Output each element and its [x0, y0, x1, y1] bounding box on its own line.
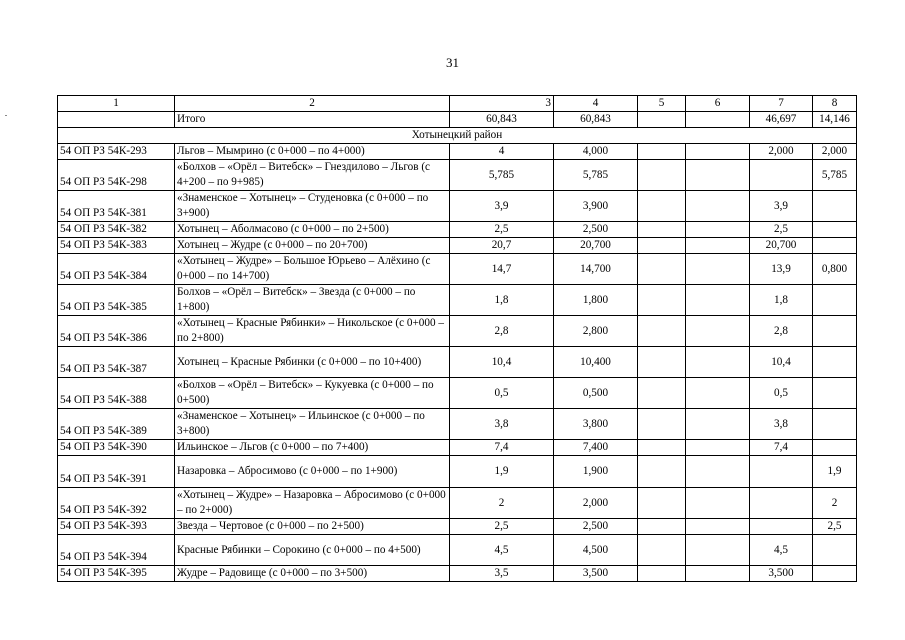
col6-value: [686, 535, 750, 566]
col8-value: 1,9: [813, 456, 857, 488]
col6-value: [686, 285, 750, 316]
roads-table: [57, 95, 857, 582]
table-row: [58, 238, 857, 254]
col3-value: 5,785: [450, 160, 554, 191]
col7-value: 20,700: [750, 238, 813, 254]
road-code: 54 ОП РЗ 54К-385: [58, 285, 175, 316]
table-row: [58, 191, 857, 222]
table-row: [58, 285, 857, 316]
col5-value: [638, 285, 686, 316]
col6-value: [686, 144, 750, 160]
road-code: 54 ОП РЗ 54К-390: [58, 440, 175, 456]
col4-value: 10,400: [554, 347, 638, 378]
table-row: [58, 566, 857, 582]
section-title: Хотынецкий район: [58, 128, 857, 144]
col8-value: [813, 347, 857, 378]
col8-value: 5,785: [813, 160, 857, 191]
scan-mark: [5, 115, 7, 116]
col7-value: 3,9: [750, 191, 813, 222]
col7-value: 2,5: [750, 222, 813, 238]
column-header: 5: [638, 96, 686, 112]
table-row: [58, 144, 857, 160]
col3-value: 20,7: [450, 238, 554, 254]
col4-value: 20,700: [554, 238, 638, 254]
col8-value: [813, 566, 857, 582]
col4-value: 1,800: [554, 285, 638, 316]
col6-value: [686, 488, 750, 519]
col5-value: [638, 456, 686, 488]
road-code: 54 ОП РЗ 54К-386: [58, 316, 175, 347]
road-name: «Хотынец – Жудре» – Назаровка – Абросимово (с 0+000 – по 2+000): [175, 488, 450, 519]
col5-value: [638, 222, 686, 238]
col6-value: [686, 238, 750, 254]
col5-value: [638, 488, 686, 519]
total-label: Итого: [175, 112, 450, 128]
total-col5: [638, 112, 686, 128]
road-code: 54 ОП РЗ 54К-392: [58, 488, 175, 519]
page-number: 31: [446, 55, 459, 70]
col8-value: [813, 238, 857, 254]
table-row: [58, 440, 857, 456]
road-code: 54 ОП РЗ 54К-383: [58, 238, 175, 254]
col7-value: [750, 160, 813, 191]
total-col7: 46,697: [750, 112, 813, 128]
table-row: [58, 535, 857, 566]
col7-value: 13,9: [750, 254, 813, 285]
col8-value: 2: [813, 488, 857, 519]
col5-value: [638, 409, 686, 440]
total-col8: 14,146: [813, 112, 857, 128]
col5-value: [638, 347, 686, 378]
total-code-cell: [58, 112, 175, 128]
col4-value: 4,500: [554, 535, 638, 566]
road-name: Красные Рябинки – Сорокино (с 0+000 – по 4+500): [175, 535, 450, 566]
col8-value: [813, 191, 857, 222]
col7-value: 0,5: [750, 378, 813, 409]
road-code: 54 ОП РЗ 54К-298: [58, 160, 175, 191]
road-name: Льгов – Мымрино (с 0+000 – по 4+000): [175, 144, 450, 160]
col8-value: [813, 378, 857, 409]
col3-value: 3,5: [450, 566, 554, 582]
col3-value: 1,8: [450, 285, 554, 316]
table-row: [58, 488, 857, 519]
column-header: 6: [686, 96, 750, 112]
table-row: [58, 519, 857, 535]
road-code: 54 ОП РЗ 54К-393: [58, 519, 175, 535]
col6-value: [686, 378, 750, 409]
col8-value: [813, 440, 857, 456]
road-name: Ильинское – Льгов (с 0+000 – по 7+400): [175, 440, 450, 456]
col4-value: 14,700: [554, 254, 638, 285]
column-header: 2: [175, 96, 450, 112]
col4-value: 2,000: [554, 488, 638, 519]
col5-value: [638, 191, 686, 222]
road-name: «Хотынец – Жудре» – Большое Юрьево – Алёхино (с 0+000 – по 14+700): [175, 254, 450, 285]
total-row: [58, 112, 857, 128]
col7-value: 10,4: [750, 347, 813, 378]
col8-value: 0,800: [813, 254, 857, 285]
col8-value: [813, 409, 857, 440]
col6-value: [686, 566, 750, 582]
col5-value: [638, 316, 686, 347]
table-row: [58, 456, 857, 488]
col5-value: [638, 566, 686, 582]
road-name: Хотынец – Аболмасово (с 0+000 – по 2+500): [175, 222, 450, 238]
total-col6: [686, 112, 750, 128]
road-name: «Знаменское – Хотынец» – Студеновка (с 0+000 – по 3+900): [175, 191, 450, 222]
col4-value: 5,785: [554, 160, 638, 191]
road-code: 54 ОП РЗ 54К-388: [58, 378, 175, 409]
col8-value: 2,5: [813, 519, 857, 535]
col4-value: 3,800: [554, 409, 638, 440]
road-code: 54 ОП РЗ 54К-389: [58, 409, 175, 440]
table-row: [58, 254, 857, 285]
road-name: Хотынец – Жудре (с 0+000 – по 20+700): [175, 238, 450, 254]
col3-value: 3,8: [450, 409, 554, 440]
col7-value: [750, 456, 813, 488]
col6-value: [686, 409, 750, 440]
col7-value: 3,500: [750, 566, 813, 582]
table-row: [58, 316, 857, 347]
road-name: Назаровка – Абросимово (с 0+000 – по 1+900): [175, 456, 450, 488]
col5-value: [638, 144, 686, 160]
col6-value: [686, 191, 750, 222]
col3-value: 3,9: [450, 191, 554, 222]
col7-value: 3,8: [750, 409, 813, 440]
column-header: 7: [750, 96, 813, 112]
col3-value: 2: [450, 488, 554, 519]
table-row: [58, 378, 857, 409]
col8-value: [813, 285, 857, 316]
col4-value: 4,000: [554, 144, 638, 160]
column-header: 4: [554, 96, 638, 112]
col3-value: 14,7: [450, 254, 554, 285]
road-code: 54 ОП РЗ 54К-381: [58, 191, 175, 222]
col3-value: 2,5: [450, 519, 554, 535]
col4-value: 1,900: [554, 456, 638, 488]
col6-value: [686, 347, 750, 378]
col7-value: 2,8: [750, 316, 813, 347]
road-code: 54 ОП РЗ 54К-391: [58, 456, 175, 488]
road-code: 54 ОП РЗ 54К-293: [58, 144, 175, 160]
col6-value: [686, 222, 750, 238]
col6-value: [686, 456, 750, 488]
col6-value: [686, 254, 750, 285]
col5-value: [638, 378, 686, 409]
col4-value: 0,500: [554, 378, 638, 409]
col6-value: [686, 316, 750, 347]
col4-value: 2,500: [554, 519, 638, 535]
col4-value: 2,800: [554, 316, 638, 347]
road-name: Хотынец – Красные Рябинки (с 0+000 – по 10+400): [175, 347, 450, 378]
column-header: 1: [58, 96, 175, 112]
col4-value: 7,400: [554, 440, 638, 456]
col6-value: [686, 160, 750, 191]
col5-value: [638, 440, 686, 456]
col3-value: 2,8: [450, 316, 554, 347]
col4-value: 3,500: [554, 566, 638, 582]
col5-value: [638, 535, 686, 566]
column-number-row: [58, 96, 857, 112]
col3-value: 4: [450, 144, 554, 160]
road-name: Жудре – Радовище (с 0+000 – по 3+500): [175, 566, 450, 582]
col8-value: [813, 222, 857, 238]
col7-value: 2,000: [750, 144, 813, 160]
col3-value: 0,5: [450, 378, 554, 409]
col3-value: 7,4: [450, 440, 554, 456]
table-row: [58, 409, 857, 440]
col4-value: 3,900: [554, 191, 638, 222]
table-row: [58, 160, 857, 191]
total-col3: 60,843: [450, 112, 554, 128]
col5-value: [638, 238, 686, 254]
col7-value: 1,8: [750, 285, 813, 316]
col7-value: 7,4: [750, 440, 813, 456]
col5-value: [638, 254, 686, 285]
col8-value: [813, 535, 857, 566]
col7-value: 4,5: [750, 535, 813, 566]
road-code: 54 ОП РЗ 54К-387: [58, 347, 175, 378]
road-name: «Знаменское – Хотынец» – Ильинское (с 0+000 – по 3+800): [175, 409, 450, 440]
table-row: [58, 222, 857, 238]
col8-value: [813, 316, 857, 347]
section-row: [58, 128, 857, 144]
road-code: 54 ОП РЗ 54К-384: [58, 254, 175, 285]
road-code: 54 ОП РЗ 54К-382: [58, 222, 175, 238]
col3-value: 1,9: [450, 456, 554, 488]
col3-value: 4,5: [450, 535, 554, 566]
table-row: [58, 347, 857, 378]
col3-value: 2,5: [450, 222, 554, 238]
col4-value: 2,500: [554, 222, 638, 238]
road-code: 54 ОП РЗ 54К-395: [58, 566, 175, 582]
road-name: «Болхов – «Орёл – Витебск» – Кукуевка (с 0+000 – по 0+500): [175, 378, 450, 409]
col5-value: [638, 519, 686, 535]
road-name: Звезда – Чертовое (с 0+000 – по 2+500): [175, 519, 450, 535]
column-header: 8: [813, 96, 857, 112]
road-name: «Хотынец – Красные Рябинки» – Никольское (с 0+000 – по 2+800): [175, 316, 450, 347]
road-name: Болхов – «Орёл – Витебск» – Звезда (с 0+000 – по 1+800): [175, 285, 450, 316]
total-col4: 60,843: [554, 112, 638, 128]
road-name: «Болхов – «Орёл – Витебск» – Гнездилово – Льгов (с 4+200 – по 9+985): [175, 160, 450, 191]
col5-value: [638, 160, 686, 191]
road-code: 54 ОП РЗ 54К-394: [58, 535, 175, 566]
col7-value: [750, 488, 813, 519]
col7-value: [750, 519, 813, 535]
col6-value: [686, 440, 750, 456]
col8-value: 2,000: [813, 144, 857, 160]
col3-value: 10,4: [450, 347, 554, 378]
col6-value: [686, 519, 750, 535]
column-header: 3: [450, 96, 554, 112]
